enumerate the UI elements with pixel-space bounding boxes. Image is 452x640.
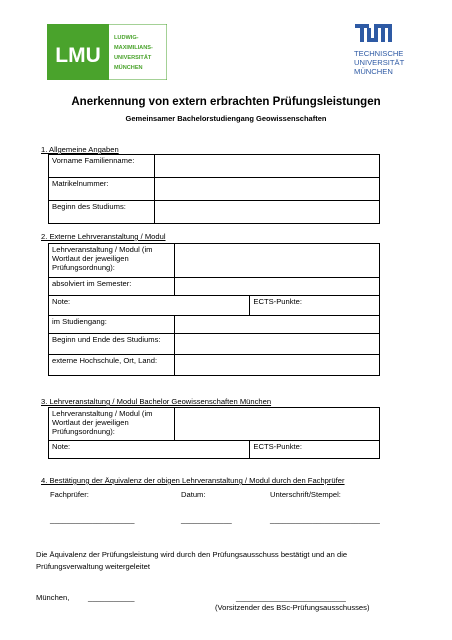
footer-signature-blank[interactable]: __________________________ — [236, 593, 346, 602]
study-start-label: Beginn des Studiums: — [49, 201, 155, 224]
ext-grade-cell[interactable] — [49, 296, 250, 316]
int-grade-label: Note: — [52, 442, 71, 451]
document-subtitle: Gemeinsamer Bachelorstudiengang Geowissenschaften — [125, 114, 327, 123]
full-name-field[interactable] — [154, 155, 379, 178]
examiner-label: Fachprüfer: — [50, 490, 89, 499]
lmu-logo-line: MÜNCHEN — [114, 65, 143, 71]
int-ects-cell[interactable] — [250, 441, 380, 459]
int-course-field[interactable] — [174, 408, 379, 441]
external-course-table — [48, 243, 380, 376]
tum-logo-mark — [355, 24, 392, 42]
signature-label: Unterschrift/Stempel: — [270, 490, 341, 499]
matriculation-field[interactable] — [154, 178, 379, 201]
ext-semester-field[interactable] — [174, 278, 379, 296]
int-course-label: Lehrveranstaltung / Modul (im Wortlaut der jeweiligen Prüfungsordnung): — [49, 408, 175, 441]
study-start-field[interactable] — [154, 201, 379, 224]
ext-ects-label: ECTS-Punkte: — [253, 297, 302, 306]
ext-university-field[interactable] — [174, 355, 379, 376]
section-1-heading: 1. Allgemeine Angaben — [41, 145, 119, 154]
lmu-logo-line: UNIVERSITÄT — [114, 55, 152, 61]
ext-ects-cell[interactable] — [250, 296, 380, 316]
ext-course-field[interactable] — [174, 244, 379, 278]
ext-course-label: Lehrveranstaltung / Modul (im Wortlaut der jeweiligen Prüfungsordnung): — [49, 244, 175, 278]
tum-logo-line: TECHNISCHE — [354, 49, 404, 58]
footer-signer-caption: (Vorsitzender des BSc-Prüfungsausschusses) — [215, 603, 370, 612]
section-3-heading: 3. Lehrveranstaltung / Modul Bachelor Geowissenschaften München — [41, 397, 272, 406]
lmu-logo — [47, 24, 167, 80]
int-ects-label: ECTS-Punkte: — [253, 442, 302, 451]
general-info-table — [48, 154, 380, 224]
section-2-heading: 2. Externe Lehrveranstaltung / Modul — [41, 232, 166, 241]
ext-university-label: externe Hochschule, Ort, Land: — [49, 355, 175, 376]
date-label: Datum: — [181, 490, 206, 499]
ext-period-label: Beginn und Ende des Studiums: — [49, 334, 175, 355]
lmu-logo-mark: LMU — [55, 44, 101, 67]
footer-date-blank[interactable]: ___________ — [88, 593, 135, 602]
int-grade-cell[interactable] — [49, 441, 250, 459]
closing-paragraph: Die Äquivalenz der Prüfungsleistung wird durch den Prüfungsausschuss bestätigt und an die Prüfungsverwaltung weitergeleitet — [36, 550, 348, 571]
full-name-label: Vorname Familienname: — [49, 155, 155, 178]
internal-course-table — [48, 407, 380, 459]
tum-logo-line: MÜNCHEN — [354, 67, 393, 76]
examiner-blank[interactable]: ____________________ — [50, 515, 135, 524]
footer-place-label: München, — [36, 593, 70, 602]
ext-semester-label: absolviert im Semester: — [49, 278, 175, 296]
tum-logo-line: UNIVERSITÄT — [354, 58, 405, 67]
signature-blank[interactable]: __________________________ — [270, 515, 380, 524]
lmu-logo-line: MAXIMILIANS- — [114, 45, 153, 51]
section-4-heading: 4. Bestätigung der Äquivalenz der obigen Lehrveranstaltung / Modul durch den Fachprüfer — [41, 476, 345, 485]
ext-program-field[interactable] — [174, 316, 379, 334]
ext-period-field[interactable] — [174, 334, 379, 355]
tum-logo — [354, 24, 414, 80]
lmu-logo-line: LUDWIG- — [114, 35, 139, 41]
date-blank[interactable]: ____________ — [181, 515, 232, 524]
matriculation-label: Matrikelnummer: — [49, 178, 155, 201]
ext-grade-label: Note: — [52, 297, 71, 306]
document-title: Anerkennung von extern erbrachten Prüfungsleistungen — [71, 96, 381, 108]
ext-program-label: im Studiengang: — [49, 316, 175, 334]
